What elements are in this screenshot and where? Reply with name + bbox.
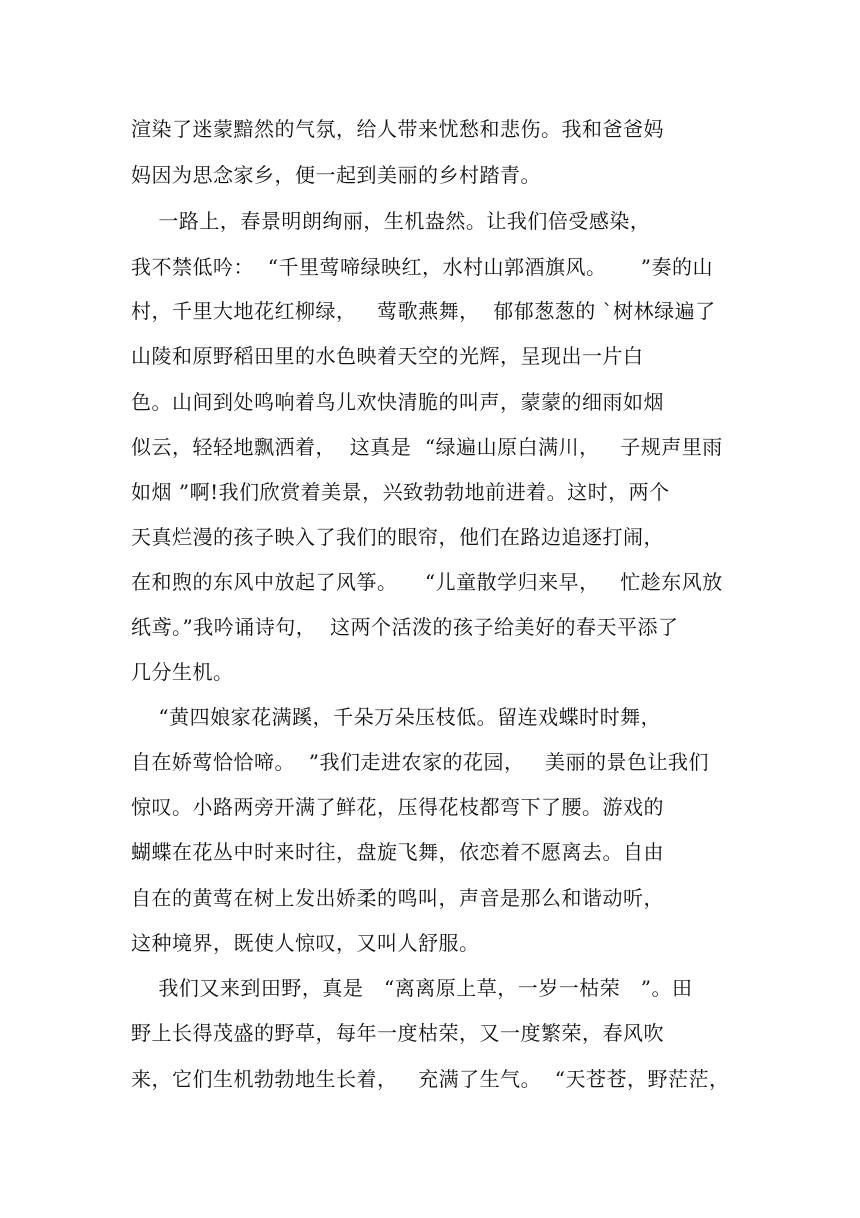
text-line: 自在的黄莺在树上发出娇柔的鸣叫，声音是那么和谐动听， (131, 886, 664, 910)
text-line: 这种境界，既使人惊叹，又叫人舒服。 (131, 931, 480, 955)
text-line: 几分生机。 (131, 660, 234, 684)
text-line: 来，它们生机勃勃地生长着， 充满了生气。 “天苍苍，野茫茫， (131, 1067, 730, 1091)
text-line: 妈因为思念家乡，便一起到美丽的乡村踏青。 (131, 163, 541, 187)
text-line: 我不禁低吟： “千里莺啼绿映红，水村山郭酒旗风。 ”奏的山 (131, 255, 713, 279)
text-line: 山陵和原野稻田里的水色映着天空的光辉，呈现出一片白 (131, 344, 644, 368)
text-line: 在和煦的东风中放起了风筝。 “儿童散学归来早， 忙趁东风放 (131, 570, 723, 594)
text-line: 自在娇莺恰恰啼。 ”我们走进农家的花园， 美丽的景色让我们 (131, 750, 710, 774)
text-line: 色。山间到处鸣响着鸟儿欢快清脆的叫声，蒙蒙的细雨如烟 (131, 390, 664, 414)
text-line: 如烟 ”啊!我们欣赏着美景，兴致勃勃地前进着。这时，两个 (131, 480, 670, 504)
text-line: 似云，轻轻地飘洒着， 这真是 “绿遍山原白满川， 子规声里雨 (131, 435, 723, 459)
text-line: 我们又来到田野，真是 “离离原上草，一岁一枯荣 ”。田 (131, 976, 693, 1000)
text-line: 蝴蝶在花丛中时来时往，盘旋飞舞，依恋着不愿离去。自由 (131, 840, 664, 864)
text-line: 一路上，春景明朗绚丽，生机盎然。让我们倍受感染， (131, 209, 651, 233)
text-line: 村，千里大地花红柳绿， 莺歌燕舞， 郁郁葱葱的 `树林绿遍了 (131, 299, 716, 323)
text-line: “黄四娘家花满蹊，千朵万朵压枝低。留连戏蝶时时舞， (131, 705, 662, 729)
text-line: 天真烂漫的孩子映入了我们的眼帘，他们在路边追逐打闹， (131, 525, 664, 549)
text-line: 渲染了迷蒙黯然的气氛，给人带来忧愁和悲伤。我和爸爸妈 (131, 117, 664, 141)
text-line: 惊叹。小路两旁开满了鲜花，压得花枝都弯下了腰。游戏的 (131, 795, 664, 819)
text-line: 野上长得茂盛的野草，每年一度枯荣，又一度繁荣，春风吹 (131, 1021, 664, 1045)
text-line: 纸鸢。”我吟诵诗句， 这两个活泼的孩子给美好的春天平添了 (131, 615, 679, 639)
